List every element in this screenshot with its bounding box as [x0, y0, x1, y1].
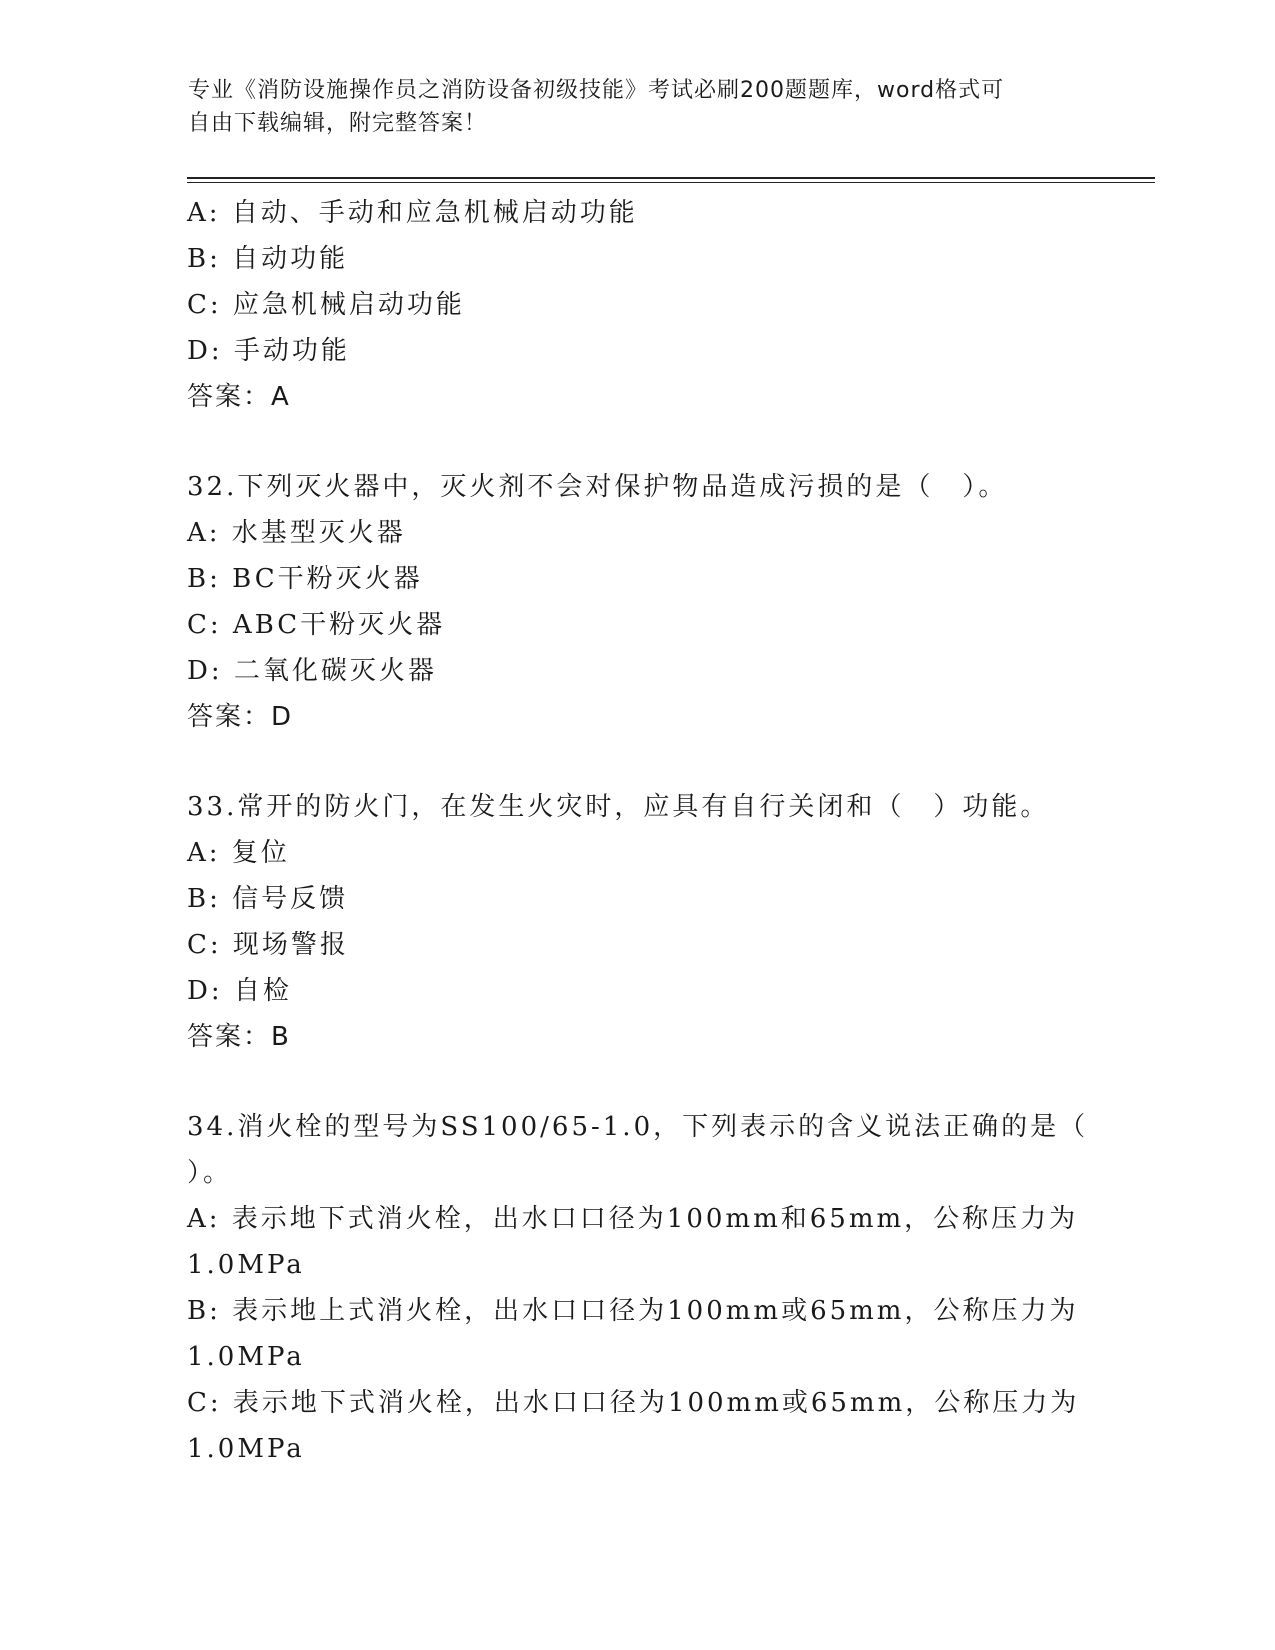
question-text-line-2: ）。 — [187, 1158, 233, 1188]
option-d: D: 自检 — [187, 976, 292, 1006]
option-b: B: BC干粉灭火器 — [187, 564, 423, 594]
option-c-line-2: 1.0MPa — [187, 1434, 305, 1464]
question-31-block — [187, 190, 1087, 420]
option-c: C: ABC干粉灭火器 — [187, 610, 446, 640]
question-33-block — [187, 784, 1087, 1060]
answer-label: 答案：B — [187, 1022, 291, 1052]
option-a: A: 自动、手动和应急机械启动功能 — [187, 198, 638, 228]
header-divider-thick — [187, 177, 1155, 179]
question-text-line-1: 34.消火栓的型号为SS100/65-1.0，下列表示的含义说法正确的是（ — [187, 1112, 1089, 1142]
option-c-line-1: C: 表示地下式消火栓，出水口口径为100mm或65mm，公称压力为 — [187, 1388, 1080, 1418]
spacer — [187, 420, 1087, 464]
question-text: 32.下列灭火器中，灭火剂不会对保护物品造成污损的是（ ）。 — [187, 472, 1008, 502]
option-d: D: 二氧化碳灭火器 — [187, 656, 437, 686]
answer-label: 答案：D — [187, 702, 294, 732]
header-divider-thin — [187, 182, 1155, 183]
question-32-block — [187, 464, 1087, 740]
spacer — [187, 1060, 1087, 1104]
option-b-line-1: B: 表示地上式消火栓，出水口口径为100mm或65mm，公称压力为 — [187, 1296, 1079, 1326]
question-text: 33.常开的防火门，在发生火灾时，应具有自行关闭和（ ）功能。 — [187, 792, 1050, 822]
question-list — [187, 190, 1087, 1472]
option-b-line-2: 1.0MPa — [187, 1342, 305, 1372]
option-a-line-2: 1.0MPa — [187, 1250, 305, 1280]
header-line-1: 专业《消防设施操作员之消防设备初级技能》考试必刷200题题库，word格式可 — [188, 78, 1005, 103]
option-c: C: 应急机械启动功能 — [187, 290, 465, 320]
header-line-2: 自由下载编辑，附完整答案！ — [188, 111, 488, 136]
option-b: B: 信号反馈 — [187, 884, 349, 914]
option-a: A: 复位 — [187, 838, 290, 868]
option-a-line-1: A: 表示地下式消火栓，出水口口径为100mm和65mm，公称压力为 — [187, 1204, 1079, 1234]
question-34-block — [187, 1104, 1087, 1472]
option-d: D: 手动功能 — [187, 336, 350, 366]
option-a: A: 水基型灭火器 — [187, 518, 406, 548]
option-b: B: 自动功能 — [187, 244, 349, 274]
answer-label: 答案：A — [187, 382, 291, 412]
option-c: C: 现场警报 — [187, 930, 349, 960]
spacer — [187, 740, 1087, 784]
document-header — [188, 74, 1088, 140]
